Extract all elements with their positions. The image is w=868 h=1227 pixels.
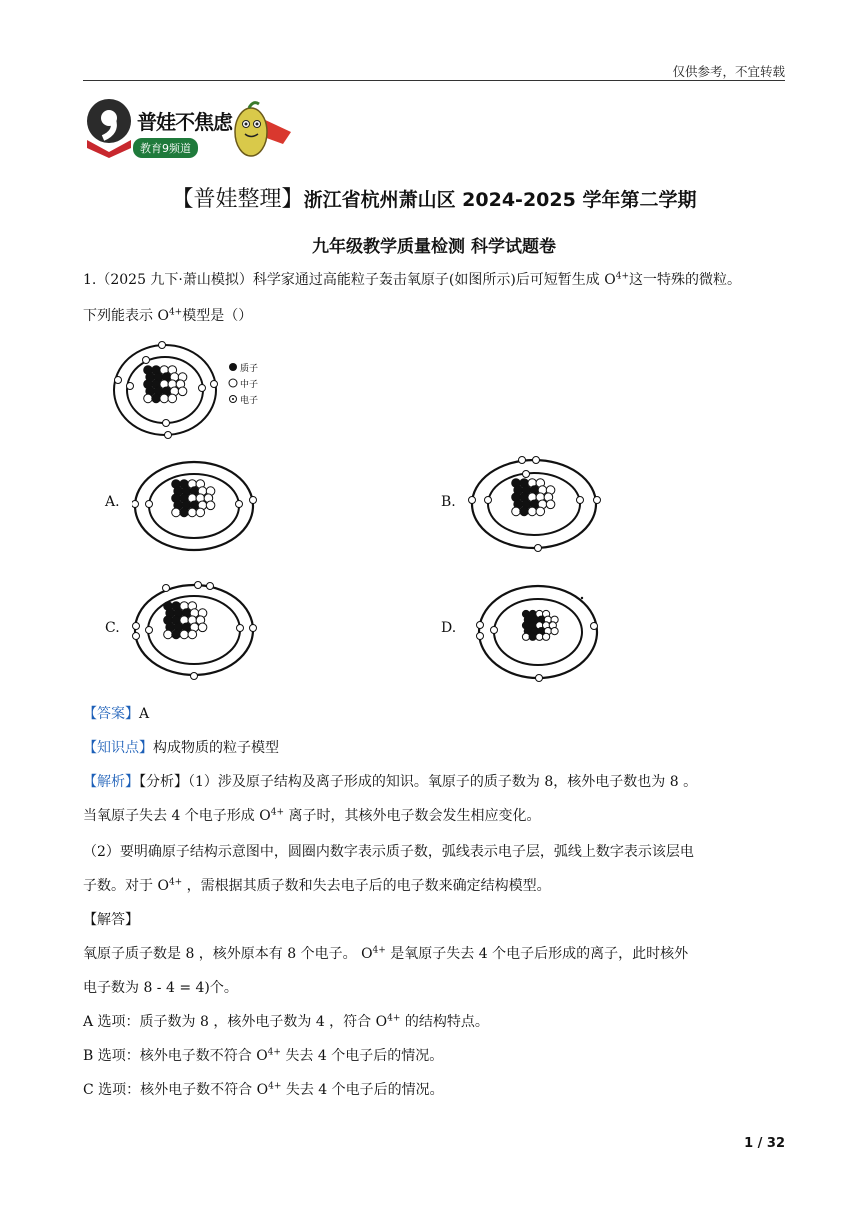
analysis-line2: 当氧原子失去 4 个电子形成 $O^{4+}$ 离子时，其核外电子数会发生相应变化。	[83, 807, 541, 824]
title-lead: 【普娃整理】	[171, 187, 304, 212]
brand-logo	[83, 96, 293, 162]
knowledge-tag: 【知识点】	[83, 740, 153, 756]
option-b-explanation: B 选项：核外电子数不符合 $O^{4+}$ 失去 4 个电子后的情况。	[83, 1047, 444, 1064]
page-title-line1	[0, 182, 868, 213]
logo-brand-text: 普娃不焦虑	[137, 110, 232, 134]
question-line2: 下列能表示 $O^{4+}$模型是（）	[83, 307, 253, 324]
option-d-atom	[466, 580, 606, 684]
answer-value: A	[139, 706, 150, 722]
oxygen-atom-figure	[110, 340, 270, 444]
option-a-explanation: A 选项：质子数为 8 ，核外电子数为 4 ，符合 $O^{4+}$ 的结构特点。	[83, 1013, 489, 1030]
option-d-label: D.	[441, 620, 457, 636]
option-a-label: A.	[105, 494, 120, 510]
answer-tag: 【答案】	[83, 706, 139, 722]
header-divider	[83, 80, 785, 81]
option-c-explanation: C 选项：核外电子数不符合 $O^{4+}$ 失去 4 个电子后的情况。	[83, 1081, 444, 1098]
legend-neutron: 中子	[240, 380, 259, 390]
page-number: 1 / 32	[744, 1136, 785, 1151]
question-line1: 1.（2025 九下·萧山模拟）科学家通过高能粒子轰击氧原子(如图所示)后可短暂生成 $O^{4+}$这一特殊的微粒。	[83, 271, 742, 288]
option-b-label: B.	[441, 494, 456, 510]
option-c-label: C.	[105, 620, 120, 636]
mascot-icon	[231, 98, 293, 162]
knowledge-value: 构成物质的粒子模型	[153, 740, 279, 756]
page-title-line2: 九年级教学质量检测 科学试题卷	[312, 237, 556, 257]
nine-logo-icon	[83, 96, 135, 158]
solution-line2: 电子数为 8 - 4 = 4)个。	[83, 980, 238, 996]
answer-line	[83, 704, 785, 724]
legend-proton: 质子	[240, 364, 259, 374]
legend-electron: 电子	[240, 396, 259, 406]
solution-line1: 氧原子质子数是 8 ，核外原本有 8 个电子。 $O^{4+}$ 是氧原子失去 4 个电子后形成的离子，此时核外	[83, 945, 689, 962]
option-c-atom	[132, 578, 262, 682]
analysis-line1: 【解析】【分析】（1）涉及原子结构及离子形成的知识。氧原子的质子数为 8，核外电子数也为 8 。	[83, 774, 698, 790]
title-rest: 浙江省杭州萧山区 2024-2025 学年第二学期	[303, 189, 697, 211]
analysis-line3: （2）要明确原子结构示意图中，圆圈内数字表示质子数，弧线表示电子层，弧线上数字表示该层电	[83, 844, 694, 860]
option-b-atom	[466, 456, 606, 556]
logo-badge: 教育9频道	[133, 138, 198, 158]
option-a-atom	[132, 456, 262, 556]
analysis-line4: 子数。对于 $O^{4+}$ ，需根据其质子数和失去电子后的电子数来确定结构模型。	[83, 877, 551, 894]
knowledge-line	[83, 738, 785, 758]
analysis-tag: 【解析】	[83, 774, 139, 790]
header-note: 仅供参考，不宜转载	[672, 64, 785, 79]
solution-heading: 【解答】	[83, 912, 139, 928]
